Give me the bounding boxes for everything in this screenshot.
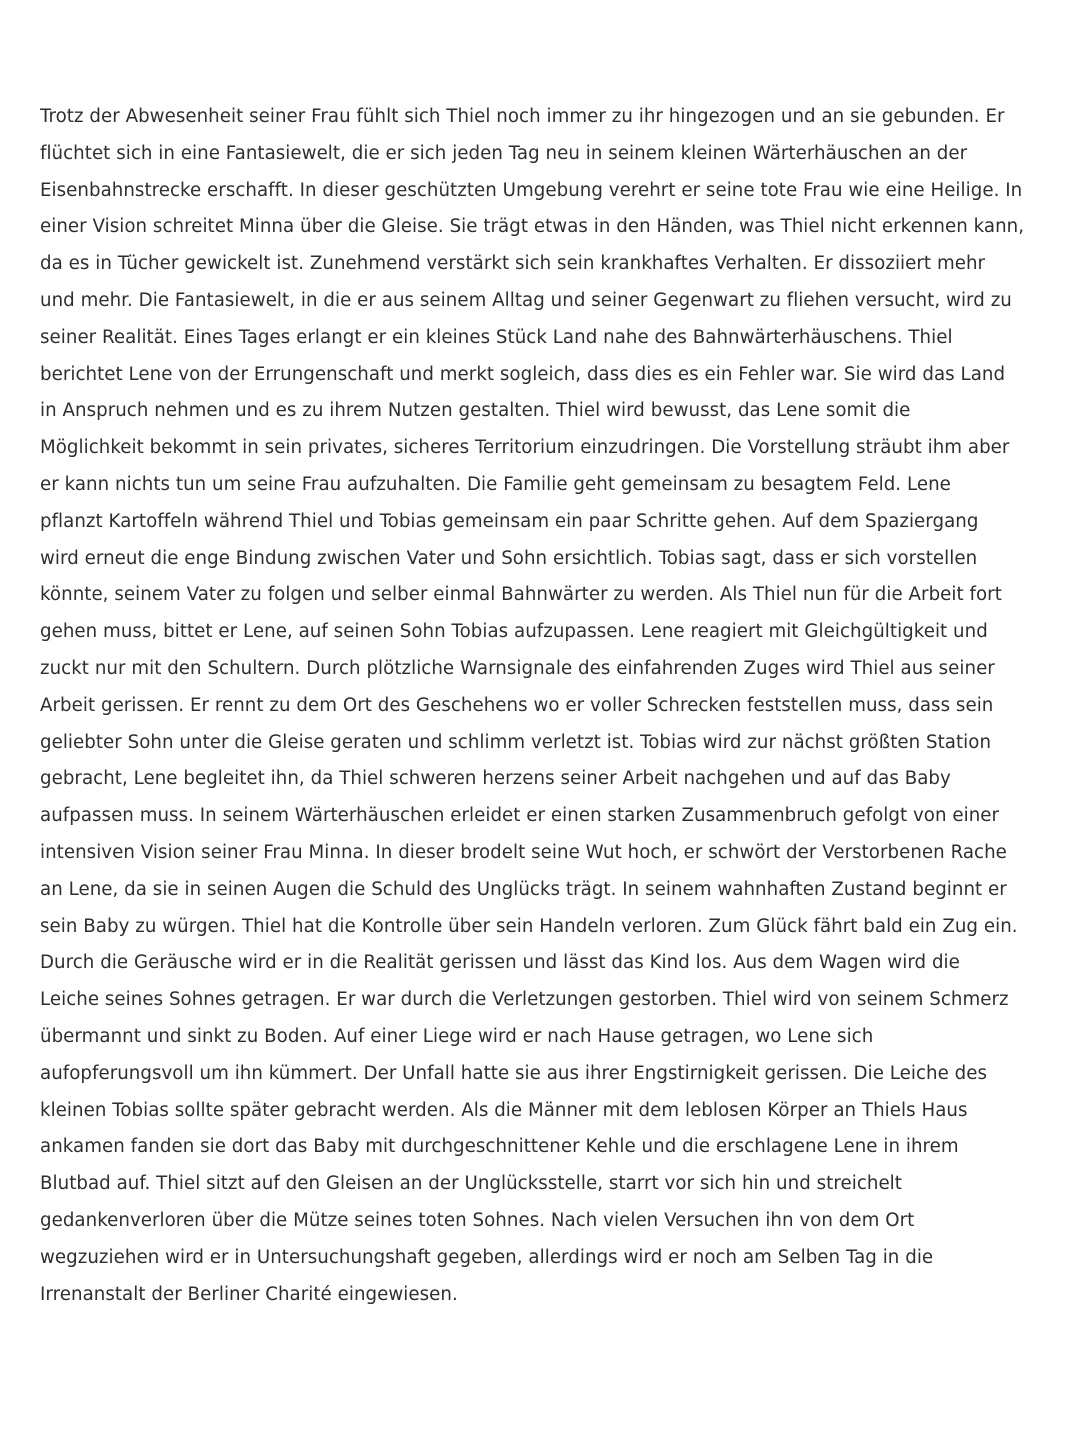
text-line: an Lene, da sie in seinen Augen die Schuld des Unglücks trägt. In seinem wahnhaften Zustand beginnt er	[40, 878, 1007, 900]
text-line: Durch die Geräusche wird er in die Realität gerissen und lässt das Kind los. Aus dem Wagen wird die	[40, 952, 960, 974]
text-line: gehen muss, bittet er Lene, auf seinen Sohn Tobias aufzupassen. Lene reagiert mit Gleichgültigkeit und	[40, 621, 988, 643]
text-line: Arbeit gerissen. Er rennt zu dem Ort des Geschehens wo er voller Schrecken feststellen muss, dass sein	[40, 694, 994, 716]
text-line: intensiven Vision seiner Frau Minna. In dieser brodelt seine Wut hoch, er schwört der Verstorbenen Rache	[40, 841, 1007, 863]
text-line: Blutbad auf. Thiel sitzt auf den Gleisen an der Unglücksstelle, starrt vor sich hin und streichelt	[40, 1173, 902, 1195]
text-line: pflanzt Kartoffeln während Thiel und Tobias gemeinsam ein paar Schritte gehen. Auf dem Spaziergang	[40, 510, 979, 532]
text-line: übermannt und sinkt zu Boden. Auf einer Liege wird er nach Hause getragen, wo Lene sich	[40, 1025, 874, 1047]
text-line: seiner Realität. Eines Tages erlangt er ein kleines Stück Land nahe des Bahnwärterhäuschens. Thiel	[40, 326, 953, 348]
text-line: Irrenanstalt der Berliner Charité eingewiesen.	[40, 1283, 458, 1305]
text-line: gebracht, Lene begleitet ihn, da Thiel schweren herzens seiner Arbeit nachgehen und auf das Baby	[40, 768, 951, 790]
text-line: wegzuziehen wird er in Untersuchungshaft gegeben, allerdings wird er noch am Selben Tag in die	[40, 1246, 934, 1268]
text-line: er kann nichts tun um seine Frau aufzuhalten. Die Familie geht gemeinsam zu besagtem Feld. Lene	[40, 473, 951, 495]
text-line: aufpassen muss. In seinem Wärterhäuschen erleidet er einen starken Zusammenbruch gefolgt von einer	[40, 805, 1000, 827]
text-line: aufopferungsvoll um ihn kümmert. Der Unfall hatte sie aus ihrer Engstirnigkeit gerissen. Die Leiche des	[40, 1062, 988, 1084]
text-line: und mehr. Die Fantasiewelt, in die er aus seinem Alltag und seiner Gegenwart zu fliehen versucht, wird zu	[40, 289, 1012, 311]
text-line: geliebter Sohn unter die Gleise geraten und schlimm verletzt ist. Tobias wird zur nächst größten Station	[40, 731, 992, 753]
text-line: in Anspruch nehmen und es zu ihrem Nutzen gestalten. Thiel wird bewusst, das Lene somit die	[40, 400, 911, 422]
text-line: einer Vision schreitet Minna über die Gleise. Sie trägt etwas in den Händen, was Thiel nicht erkennen kann,	[40, 216, 1025, 238]
text-line: flüchtet sich in eine Fantasiewelt, die er sich jeden Tag neu in seinem kleinen Wärterhäuschen an der	[40, 142, 968, 164]
text-line: Eisenbahnstrecke erschafft. In dieser geschützten Umgebung verehrt er seine tote Frau wie eine Heilige. In	[40, 179, 1023, 201]
body-text	[40, 99, 1055, 1313]
text-line: Trotz der Abwesenheit seiner Frau fühlt sich Thiel noch immer zu ihr hingezogen und an sie gebunden. Er	[40, 106, 1005, 127]
text-line: berichtet Lene von der Errungenschaft und merkt sogleich, dass dies es ein Fehler war. Sie wird das Land	[40, 363, 1006, 385]
text-line: kleinen Tobias sollte später gebracht werden. Als die Männer mit dem leblosen Körper an Thiels Haus	[40, 1099, 968, 1121]
text-line: wird erneut die enge Bindung zwischen Vater und Sohn ersichtlich. Tobias sagt, dass er sich vorstellen	[40, 547, 978, 569]
text-line: zuckt nur mit den Schultern. Durch plötzliche Warnsignale des einfahrenden Zuges wird Thiel aus seiner	[40, 657, 995, 679]
text-line: da es in Tücher gewickelt ist. Zunehmend verstärkt sich sein krankhaftes Verhalten. Er dissoziiert mehr	[40, 253, 986, 275]
text-line: sein Baby zu würgen. Thiel hat die Kontrolle über sein Handeln verloren. Zum Glück fährt bald ein Zug ein.	[40, 915, 1018, 937]
text-line: ankamen fanden sie dort das Baby mit durchgeschnittener Kehle und die erschlagene Lene in ihrem	[40, 1136, 959, 1158]
text-line: Möglichkeit bekommt in sein privates, sicheres Territorium einzudringen. Die Vorstellung sträubt ihm aber	[40, 437, 1010, 459]
text-line: Leiche seines Sohnes getragen. Er war durch die Verletzungen gestorben. Thiel wird von seinem Schmerz	[40, 989, 1009, 1011]
text-line: könnte, seinem Vater zu folgen und selber einmal Bahnwärter zu werden. Als Thiel nun für die Arbeit fort	[40, 584, 1002, 606]
text-line: gedankenverloren über die Mütze seines toten Sohnes. Nach vielen Versuchen ihn von dem Ort	[40, 1209, 915, 1231]
